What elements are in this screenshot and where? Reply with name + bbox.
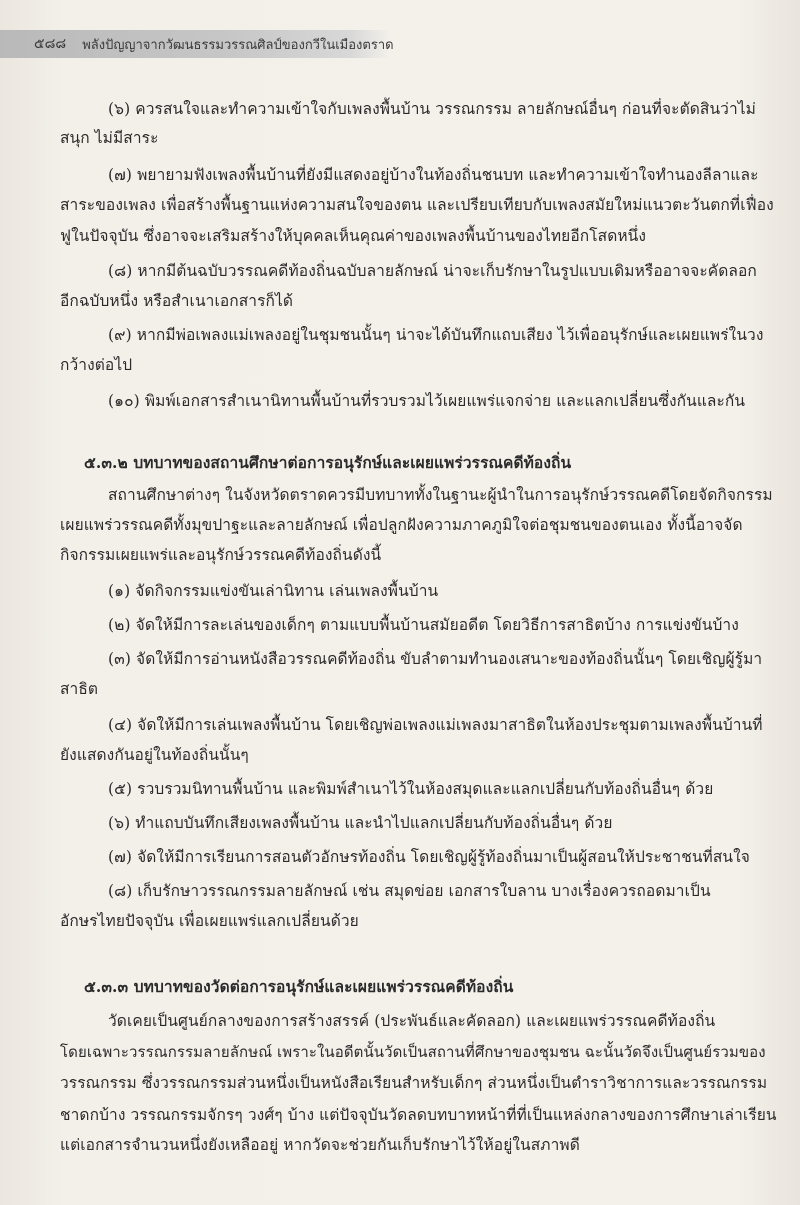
paragraph-line: ฟูในปัจจุบัน ซึ่งอาจจะเสริมสร้างให้บุคคลเห็นคุณค่าของเพลงพื้นบ้านของไทยอีกโสดหนึ่ง: [60, 227, 647, 245]
paragraph-line: ชาดกบ้าง วรรณกรรมจักรๆ วงศ์ๆ บ้าง แต่ปัจจุบันวัดลดบทบาทหน้าที่ที่เป็นแหล่งกลางของการศึกษาเล่าเรียน: [60, 1106, 777, 1124]
paragraph-line: เผยแพร่วรรณคดีทั้งมุขปาฐะและลายลักษณ์ เพื่อปลูกฝังความภาคภูมิใจต่อชุมชนของตนเอง ทั้งนี้อาจจัด: [60, 516, 743, 534]
paragraph-line: โดยเฉพาะวรรณกรรมลายลักษณ์ เพราะในอดีตนั้นวัดเป็นสถานที่ศึกษาของชุมชน ฉะนั้นวัดจึงเป็นศูนย์รวมของ: [60, 1043, 766, 1061]
list-item: (๖) ทำแถบบันทึกเสียงเพลงพื้นบ้าน และนำไปแลกเปลี่ยนกับท้องถิ่นอื่นๆ ด้วย: [108, 814, 613, 832]
paragraph-line: (๖) ควรสนใจและทำความเข้าใจกับเพลงพื้นบ้าน วรรณกรรม ลายลักษณ์อื่นๆ ก่อนที่จะตัดสินว่าไม่: [108, 100, 756, 118]
paragraph-line: แต่เอกสารจำนวนหนึ่งยังเหลืออยู่ หากวัดจะช่วยกันเก็บรักษาไว้ให้อยู่ในสภาพดี: [60, 1136, 580, 1154]
list-item: (๓) จัดให้มีการอ่านหนังสือวรรณคดีท้องถิ่น ขับลำตามทำนองเสนาะของท้องถิ่นนั้นๆ โดยเชิญผู้รู้มา: [108, 650, 763, 668]
paragraph-line: สาระของเพลง เพื่อสร้างพื้นฐานแห่งความสนใจของตน และเปรียบเทียบกับเพลงสมัยใหม่แนวตะวันตกที่เฟื่อง: [60, 196, 774, 214]
list-item: (๕) รวบรวมนิทานพื้นบ้าน และพิมพ์สำเนาไว้ในห้องสมุดและแลกเปลี่ยนกับท้องถิ่นอื่นๆ ด้วย: [108, 780, 714, 798]
list-item: (๘) เก็บรักษาวรรณกรรมลายลักษณ์ เช่น สมุดข่อย เอกสารใบลาน บางเรื่องควรถอดมาเป็น: [108, 882, 711, 900]
list-item: (๗) จัดให้มีการเรียนการสอนตัวอักษรท้องถิ่น โดยเชิญผู้รู้ท้องถิ่นมาเป็นผู้สอนให้ประชาชนที่สนใจ: [108, 848, 750, 866]
paragraph-line: อีกฉบับหนึ่ง หรือสำเนาเอกสารก็ได้: [60, 292, 294, 310]
page-number: ๕๘๘: [34, 36, 67, 52]
section-heading-5-3-3: ๕.๓.๓ บทบาทของวัดต่อการอนุรักษ์และเผยแพร่วรรณคดีท้องถิ่น: [84, 977, 514, 996]
paragraph-line: วัดเคยเป็นศูนย์กลางของการสร้างสรรค์ (ประพันธ์และคัดลอก) และเผยแพร่วรรณคดีท้องถิ่น: [108, 1012, 716, 1030]
list-item-continuation: อักษรไทยปัจจุบัน เพื่อเผยแพร่แลกเปลี่ยนด้วย: [60, 912, 359, 930]
running-header-title: พลังปัญญาจากวัฒนธรรมวรรณศิลป์ของกวีในเมืองตราด: [82, 37, 394, 53]
paragraph-line: กว้างต่อไป: [60, 356, 133, 374]
list-item-continuation: ยังแสดงกันอยู่ในท้องถิ่นนั้นๆ: [60, 746, 249, 764]
paragraph-line: (๘) หากมีต้นฉบับวรรณคดีท้องถิ่นฉบับลายลักษณ์ น่าจะเก็บรักษาในรูปแบบเดิมหรืออาจจะคัดลอก: [108, 262, 757, 280]
paragraph-line: กิจกรรมเผยแพร่และอนุรักษ์วรรณคดีท้องถิ่นดังนี้: [60, 546, 382, 564]
list-item: (๒) จัดให้มีการละเล่นของเด็กๆ ตามแบบพื้นบ้านสมัยอดีต โดยวิธีการสาธิตบ้าง การแข่งขันบ้าง: [108, 616, 739, 634]
paragraph-line: (๙) หากมีพ่อเพลงแม่เพลงอยู่ในชุมชนนั้นๆ น่าจะได้บันทึกแถบเสียง ไว้เพื่ออนุรักษ์และเผยแพร่ในวง: [108, 326, 764, 344]
paragraph-line: (๗) พยายามฟังเพลงพื้นบ้านที่ยังมีแสดงอยู่บ้างในท้องถิ่นชนบท และทำความเข้าใจทำนองลีลาและ: [108, 166, 759, 184]
paragraph-line: สนุก ไม่มีสาระ: [60, 129, 159, 147]
list-item: (๑) จัดกิจกรรมแข่งขันเล่านิทาน เล่นเพลงพื้นบ้าน: [108, 582, 439, 600]
list-item: (๔) จัดให้มีการเล่นเพลงพื้นบ้าน โดยเชิญพ่อเพลงแม่เพลงมาสาธิตในห้องประชุมตามเพลงพื้นบ้านที่: [108, 716, 763, 734]
section-heading-5-3-2: ๕.๓.๒ บทบาทของสถานศึกษาต่อการอนุรักษ์และเผยแพร่วรรณคดีท้องถิ่น: [84, 453, 572, 472]
paragraph-line: สถานศึกษาต่างๆ ในจังหวัดตราดควรมีบทบาททั้งในฐานะผู้นำในการอนุรักษ์วรรณคดีโดยจัดกิจกรรม: [108, 486, 773, 504]
list-item-continuation: สาธิต: [60, 680, 99, 698]
paragraph-line: วรรณกรรม ซึ่งวรรณกรรมส่วนหนึ่งเป็นหนังสือเรียนสำหรับเด็กๆ ส่วนหนึ่งเป็นตำราวิชาการและวรรณกรรม: [60, 1074, 768, 1092]
running-header: [0, 30, 394, 58]
paragraph-line: (๑๐) พิมพ์เอกสารสำเนานิทานพื้นบ้านที่รวบรวมไว้เผยแพร่แจกจ่าย และแลกเปลี่ยนซึ่งกันและกัน: [108, 392, 746, 410]
